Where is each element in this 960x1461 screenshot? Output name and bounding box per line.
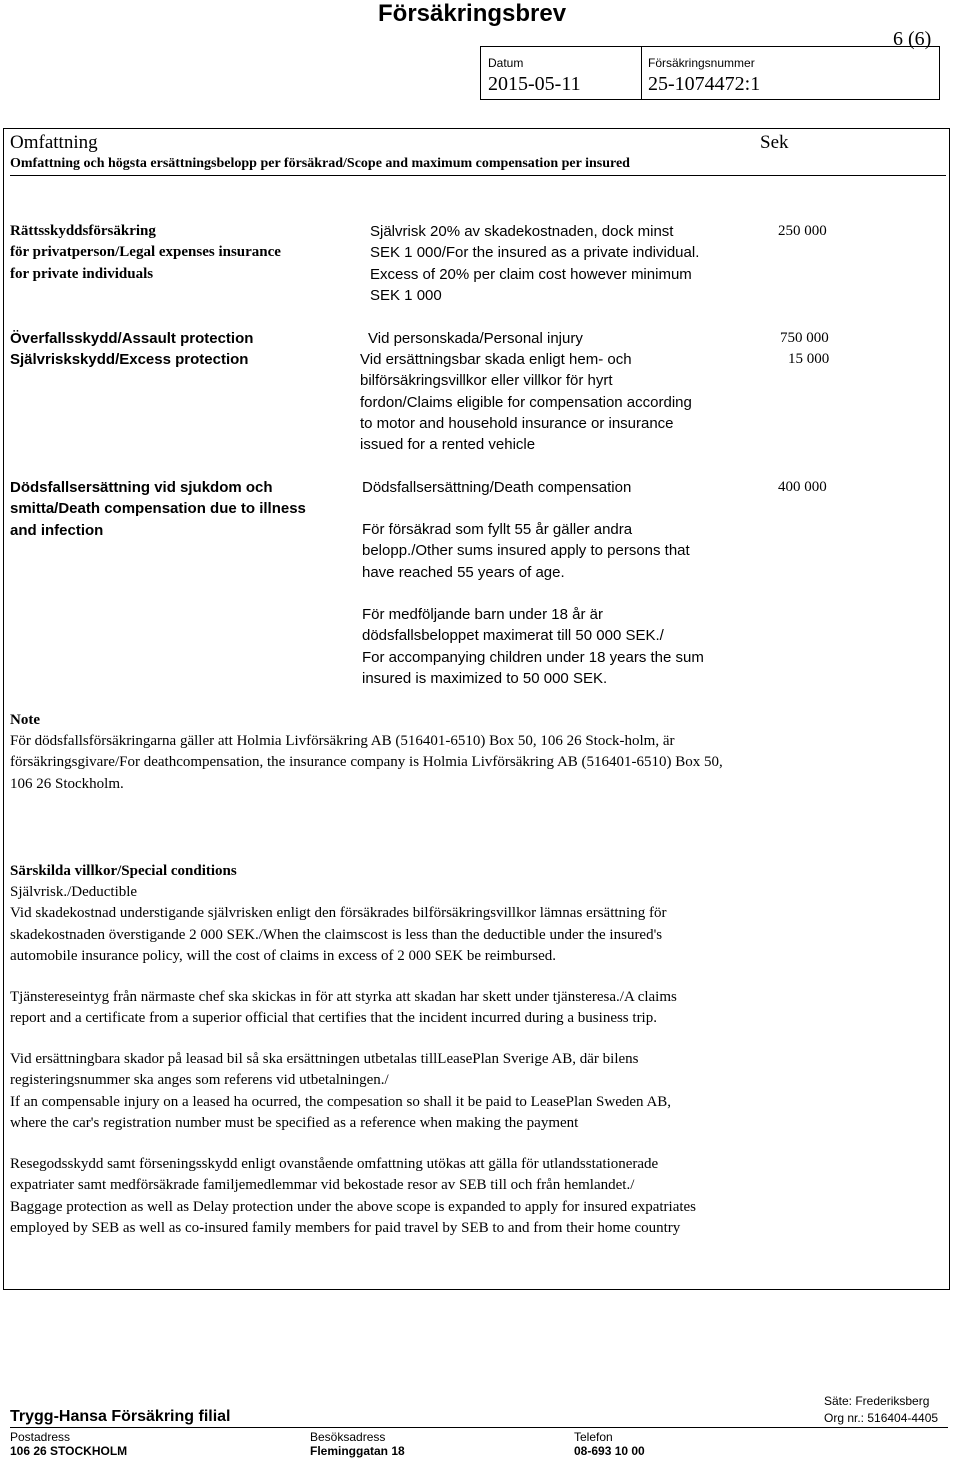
coverage-note-line: För försäkrad som fyllt 55 år gäller andra bbox=[362, 521, 633, 538]
special-line: expatriater samt medförsäkrade familjemedlemmar vid bekostade resor av SEB till och från hemlandet./ bbox=[10, 1177, 635, 1194]
special-paragraph-deductible bbox=[10, 882, 666, 967]
footer-phone-value: 08-693 10 00 bbox=[574, 1444, 645, 1458]
policy-number-value: 25-1074472:1 bbox=[648, 73, 761, 95]
coverage-name-line: and infection bbox=[10, 521, 104, 539]
coverage-note-line: belopp./Other sums insured apply to persons that bbox=[362, 542, 690, 560]
coverage-desc-legal bbox=[370, 221, 699, 306]
special-line: where the car's registration number must be specified as a reference when making the payment bbox=[10, 1114, 579, 1131]
footer-company: Trygg-Hansa Försäkring filial bbox=[10, 1408, 231, 1425]
policy-number-label: Försäkringsnummer bbox=[648, 56, 755, 70]
section-rule bbox=[10, 175, 946, 176]
date-value: 2015-05-11 bbox=[488, 73, 581, 95]
footer-rule bbox=[10, 1427, 948, 1428]
note-line: 106 26 Stockholm. bbox=[10, 775, 124, 792]
special-line: report and a certificate from a superior official that certifies that the incident incurred during a business trip. bbox=[10, 1010, 657, 1027]
special-paragraph-leased-car bbox=[10, 1049, 671, 1134]
coverage-name-excess bbox=[10, 349, 248, 370]
footer-org-number: Org nr.: 516404-4405 bbox=[824, 1411, 939, 1425]
special-line: Självrisk./Deductible bbox=[10, 884, 138, 900]
coverage-desc-line: fordon/Claims eligible for compensation according bbox=[360, 393, 692, 411]
special-line: Vid ersättningbara skador på leasad bil så ska ersättningen utbetalas tillLeasePlan Sverige AB, där bilens bbox=[10, 1051, 639, 1067]
coverage-name-line: smitta/Death compensation due to illness bbox=[10, 500, 306, 518]
meta-divider bbox=[641, 47, 642, 99]
special-line: Baggage protection as well as Delay protection under the above scope is expanded to apply for insured expatriates bbox=[10, 1198, 697, 1215]
coverage-name-line: Självriskskydd/Excess protection bbox=[10, 351, 249, 368]
footer-postal-value: 106 26 STOCKHOLM bbox=[10, 1444, 128, 1458]
coverage-desc-line: Vid personskada/Personal injury bbox=[368, 330, 583, 347]
coverage-note-line: have reached 55 years of age. bbox=[362, 563, 565, 581]
coverage-name-line: for private individuals bbox=[10, 265, 154, 282]
section-subtitle: Omfattning och högsta ersättningsbelopp per försäkrad/Scope and maximum compensation per insured bbox=[10, 156, 630, 171]
coverage-desc-line: issued for a rented vehicle bbox=[360, 436, 536, 454]
document-title: Försäkringsbrev bbox=[378, 0, 567, 27]
coverage-note-line: För medföljande barn under 18 år är bbox=[362, 606, 603, 623]
footer-visit-value: Fleminggatan 18 bbox=[310, 1444, 405, 1458]
coverage-name-line: Överfallsskydd/Assault protection bbox=[10, 330, 254, 347]
special-paragraph-travel-certificate bbox=[10, 987, 677, 1030]
special-line: Resegodsskydd samt förseningsskydd enligt ovanstående omfattning utökas att gälla för utlandsstationerade bbox=[10, 1156, 659, 1172]
special-conditions-title: Särskilda villkor/Special conditions bbox=[10, 863, 237, 879]
footer-postal-label: Postadress bbox=[10, 1430, 71, 1444]
special-line: If an compensable injury on a leased ha ocurred, the compesation so shall it be paid to LeasePlan Sweden AB, bbox=[10, 1093, 672, 1110]
coverage-amount-death: 400 000 bbox=[778, 479, 827, 495]
footer-seat: Säte: Frederiksberg bbox=[824, 1394, 930, 1408]
coverage-name-line: för privatperson/Legal expenses insurance bbox=[10, 244, 281, 261]
coverage-note-age bbox=[362, 519, 690, 583]
coverage-desc-death bbox=[362, 477, 631, 498]
date-label: Datum bbox=[488, 56, 524, 70]
document-meta-box bbox=[480, 46, 940, 100]
special-paragraph-baggage bbox=[10, 1154, 696, 1239]
page-number: 6 (6) bbox=[893, 28, 932, 50]
coverage-name-line: Dödsfallsersättning vid sjukdom och bbox=[10, 479, 273, 496]
coverage-desc-line: bilförsäkringsvillkor eller villkor för hyrt bbox=[360, 372, 613, 390]
coverage-desc-assault bbox=[368, 328, 583, 349]
note-text bbox=[10, 731, 723, 795]
footer-phone-label: Telefon bbox=[574, 1430, 613, 1444]
coverage-name-line: Rättsskyddsförsäkring bbox=[10, 223, 156, 239]
coverage-desc-line: Vid ersättningsbar skada enligt hem- och bbox=[360, 351, 632, 368]
special-line: Tjänstereseintyg från närmaste chef ska skickas in för att styrka att skadan har skett under tjänsteresa./A claims bbox=[10, 989, 677, 1005]
coverage-name-legal bbox=[10, 221, 281, 285]
special-line: registeringsnummer ska anges som referens vid utbetalningen./ bbox=[10, 1072, 389, 1089]
coverage-desc-line: SEK 1 000/For the insured as a private individual. bbox=[370, 244, 700, 262]
special-line: employed by SEB as well as co-insured family members for paid travel by SEB to and from their home country bbox=[10, 1219, 681, 1236]
special-line: skadekostnaden överstigande 2 000 SEK./When the claimscost is less than the deductible under the insured's bbox=[10, 926, 663, 943]
coverage-amount-excess: 15 000 bbox=[788, 351, 830, 367]
coverage-amount-assault: 750 000 bbox=[780, 330, 829, 346]
footer-visit-label: Besöksadress bbox=[310, 1430, 386, 1444]
coverage-note-line: For accompanying children under 18 years the sum bbox=[362, 648, 704, 666]
section-title: Omfattning bbox=[10, 132, 98, 153]
coverage-desc-line: SEK 1 000 bbox=[370, 286, 442, 304]
coverage-note-line: insured is maximized to 50 000 SEK. bbox=[362, 669, 608, 687]
coverage-desc-line: Självrisk 20% av skadekostnaden, dock minst bbox=[370, 223, 674, 240]
special-line: Vid skadekostnad understigande självrisken enligt den försäkrades bilförsäkringsvillkor lämnas ersättning för bbox=[10, 905, 667, 922]
special-line: automobile insurance policy, will the cost of claims in excess of 2 000 SEK be reimbursed. bbox=[10, 947, 556, 964]
coverage-amount-legal: 250 000 bbox=[778, 223, 827, 239]
coverage-name-assault bbox=[10, 328, 253, 349]
coverage-desc-excess bbox=[360, 349, 692, 455]
note-label: Note bbox=[10, 712, 40, 728]
coverage-desc-line: Excess of 20% per claim cost however minimum bbox=[370, 265, 692, 283]
note-line: För dödsfallsförsäkringarna gäller att Holmia Livförsäkring AB (516401-6510) Box 50, 106 26 Stock-holm, är bbox=[10, 733, 675, 749]
coverage-name-death bbox=[10, 477, 306, 541]
currency-header: Sek bbox=[760, 132, 789, 153]
note-line: försäkringsgivare/For deathcompensation, the insurance company is Holmia Livförsäkring AB (516401-6510) Box 50, bbox=[10, 754, 723, 771]
coverage-note-line: dödsfallsbeloppet maximerat till 50 000 SEK./ bbox=[362, 627, 664, 645]
coverage-note-children bbox=[362, 604, 704, 689]
coverage-desc-line: to motor and household insurance or insurance bbox=[360, 414, 674, 432]
coverage-desc-line: Dödsfallsersättning/Death compensation bbox=[362, 479, 632, 496]
